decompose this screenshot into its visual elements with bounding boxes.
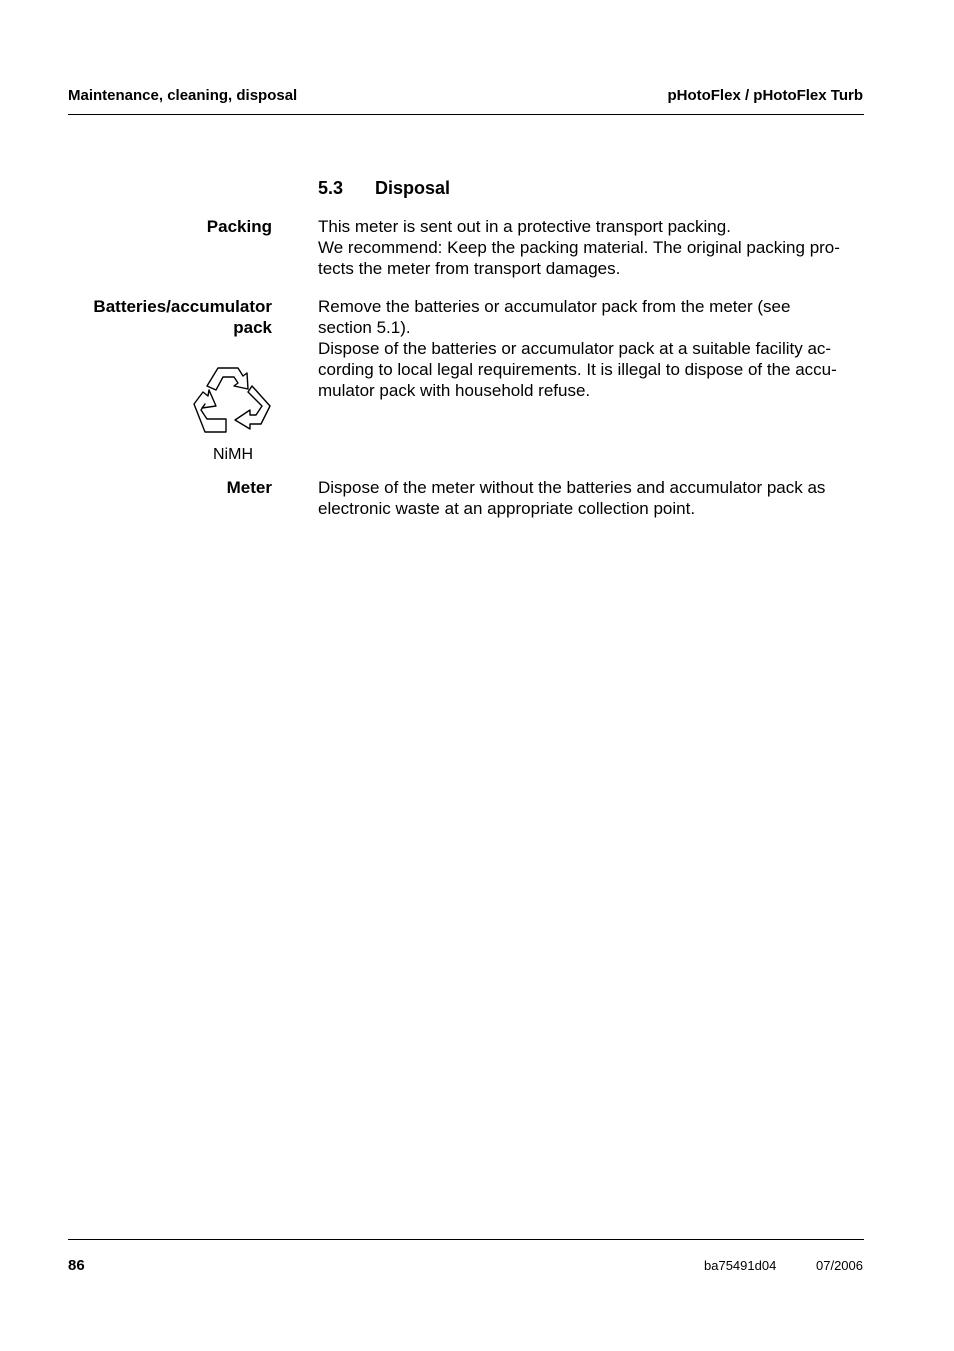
text-line: Dispose of the batteries or accumulator pack at a suitable facility ac-	[318, 339, 832, 358]
recycle-icon	[190, 362, 274, 438]
batteries-paragraph	[318, 296, 866, 401]
text-line: cording to local legal requirements. It is illegal to dispose of the accu-	[318, 360, 837, 379]
batteries-label-line: Batteries/accumulator	[93, 297, 272, 316]
page-number: 86	[68, 1257, 85, 1274]
text-line: section 5.1).	[318, 318, 411, 337]
text-line: This meter is sent out in a protective transport packing.	[318, 217, 731, 236]
text-line: We recommend: Keep the packing material. The original packing pro-	[318, 238, 840, 257]
meter-label: Meter	[226, 478, 272, 497]
section-title: Disposal	[375, 178, 451, 198]
text-line: mulator pack with household refuse.	[318, 381, 591, 400]
packing-paragraph	[318, 216, 866, 279]
packing-label: Packing	[206, 217, 272, 236]
document-date: 07/2006	[816, 1258, 863, 1273]
text-line: Remove the batteries or accumulator pack from the meter (see	[318, 297, 791, 316]
header-rule	[68, 114, 864, 115]
running-header-product: pHotoFlex / pHotoFlex Turb	[667, 87, 863, 104]
running-header-chapter: Maintenance, cleaning, disposal	[68, 87, 298, 104]
section-number: 5.3	[318, 178, 344, 198]
text-line: electronic waste at an appropriate collection point.	[318, 499, 696, 518]
nimh-caption: NiMH	[213, 446, 253, 463]
document-id: ba75491d04	[704, 1258, 777, 1273]
batteries-label	[93, 296, 272, 338]
footer-rule	[68, 1239, 864, 1240]
text-line: Dispose of the meter without the batteries and accumulator pack as	[318, 478, 826, 497]
text-line: tects the meter from transport damages.	[318, 259, 621, 278]
meter-paragraph	[318, 477, 866, 519]
batteries-label-line: pack	[233, 318, 272, 337]
